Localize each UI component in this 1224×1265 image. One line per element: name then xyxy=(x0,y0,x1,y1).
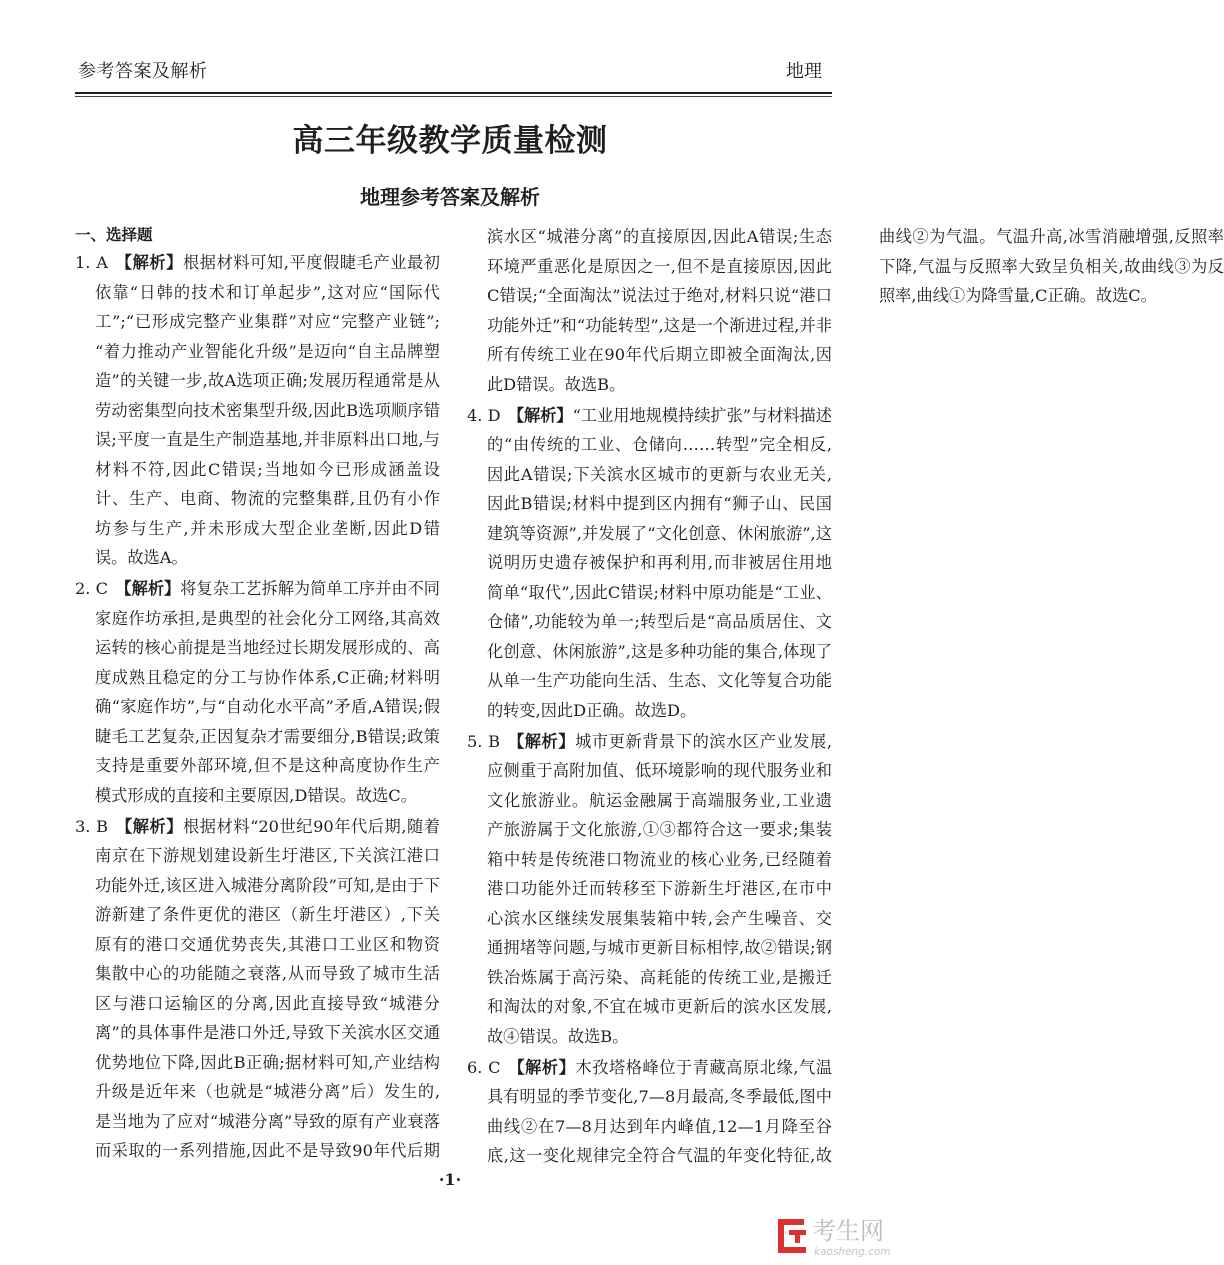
question-number: 4. D xyxy=(467,405,501,425)
watermark-domain: kaosheng.com xyxy=(814,1246,891,1258)
running-header-subject: 地理 xyxy=(786,61,822,82)
page-number: ·1· xyxy=(438,1170,462,1189)
question-5-explanation xyxy=(467,727,832,1052)
watermark-brand: 考生网 xyxy=(812,1217,884,1245)
question-4-explanation xyxy=(467,401,832,726)
explanation-text: “工业用地规模持续扩张”与材料描述的“由传统的工业、仓储向……转型”完全相反,因此A错误;下关滨水区城市的更新与农业无关,因此B错误;材料中提到区内拥有“狮子山、民国建筑等资源”,并发展了“文化创意、休闲旅游”,这说明历史遗存被保护和再利用,而非被居住用地简单“取代”,因此C错误;材料中原功能是“工业、仓储”,功能较为单一;转型后是“高品质居住、文化创意、休闲旅游”,这是多种功能的集合,体现了从单一生产功能向生活、生态、文化等复合功能的转变,因此D正确。故选D。 xyxy=(487,405,832,720)
explanation-tag: 【解析】 xyxy=(507,405,573,425)
document-subtitle: 地理参考答案及解析 xyxy=(360,185,540,209)
explanation-tag: 【解析】 xyxy=(115,816,184,836)
explanation-tag: 【解析】 xyxy=(115,253,183,272)
explanation-tag: 【解析】 xyxy=(115,579,181,598)
explanation-text: 城市更新背景下的滨水区产业发展,应侧重于高附加值、低环境影响的现代服务业和文化旅游业。航运金融属于高端服务业,工业遗产旅游属于文化旅游,①③都符合这一要求;集装箱中转是传统港口物流业的核心业务,已经随着港口功能外迁而转移至下游新生圩港区,在市中心滨水区继续发展集装箱中转,会产生噪音、交通拥堵等问题,与城市更新目标相悖,故②错误;钢铁冶炼属于高污染、高耗能的传统工业,是搬迁和淘汰的对象,不宜在城市更新后的滨水区发展,故④错误。故选B。 xyxy=(487,731,832,1046)
running-header-left: 参考答案及解析 xyxy=(78,61,208,82)
explanation-text: 将复杂工艺拆解为简单工序并由不同家庭作坊承担,是典型的社会化分工网络,其高效运转的核心前提是当地经过长期发展形成的、高度成熟且稳定的分工与协作体系,C正确;材料明确“家庭作坊”,与“自动化水平高”矛盾,A错误;假睫毛工艺复杂,正因复杂才需要细分,B错误;政策支持是重要外部环境,但不是这种高度协作生产模式形成的直接和主要原因,D错误。故选C。 xyxy=(95,579,440,805)
header-rule-thin xyxy=(75,96,832,97)
kaosheng-logo-icon xyxy=(778,1219,806,1253)
question-number: 3. B xyxy=(75,816,109,836)
explanation-tag: 【解析】 xyxy=(507,731,576,751)
explanation-tag: 【解析】 xyxy=(507,1057,576,1077)
explanation-text: 木孜塔格峰位于青藏高原北缘,气温具有明显的季节变化,7—8月最高,冬季最低,图中曲线②在7—8月达到年内峰值,12—1月降至谷底,这一变化规律完全符合气温的年变化特征,故曲线②为气温。气温升高,冰雪消融增强,反照率下降,气温与反照率大致呈负相关,故曲线③为反照率,曲线①为降雪量,C正确。故选C。 xyxy=(487,227,1224,1165)
question-number: 5. B xyxy=(467,731,501,751)
explanation-text: 根据材料可知,平度假睫毛产业最初依靠“日韩的技术和订单起步”,这对应“国际代工”;“已形成完整产业集群”对应“完整产业链”;“着力推动产业智能化升级”是迈向“自主品牌塑造”的关键一步,故A选项正确;发展历程通常是从劳动密集型向技术密集型升级,因此B选项顺序错误;平度一直是生产制造基地,并非原料出口地,与材料不符,因此C错误;当地如今已形成涵盖设计、生产、电商、物流的完整集群,且仍有小作坊参与生产,并未形成大型企业垄断,因此D错误。故选A。 xyxy=(95,253,440,567)
question-2-explanation xyxy=(75,574,440,810)
question-1-explanation xyxy=(75,248,440,573)
explanation-text: 根据材料“20世纪90年代后期,随着南京在下游规划建设新生圩港区,下关滨江港口功能外迁,该区进入城港分离阶段”可知,是由于下游新建了条件更优的港区（新生圩港区）,下关原有的港口交通优势丧失,其港口工业区和物资集散中心的功能随之衰落,从而导致了城市生活区与港口运输区的分离,因此直接导致“城港分离”的具体事件是港口外迁,导致下关滨水区交通优势地位下降,因此B正确;据材料可知,产业结构升级是近年来（也就是“城港分离”后）发生的,是当地为了应对“城港分离”导致的原有产业衰落而采取的一系列措施,因此不是导致90年代后期滨水区“城港分离”的直接原因,因此A错误;生态环境严重恶化是原因之一,但不是直接原因,因此C错误;“全面淘汰”说法过于绝对,材料只说“港口功能外迁”和“功能转型”,这是一个渐进过程,并非所有传统工业在90年代后期立即被全面淘汰,因此D错误。故选B。 xyxy=(95,227,832,1160)
question-number: 6. C xyxy=(467,1057,501,1077)
section-heading: 一、选择题 xyxy=(75,226,153,244)
kaosheng-watermark xyxy=(778,1216,890,1260)
question-number: 2. C xyxy=(75,579,109,598)
header-rule-thick xyxy=(75,92,832,94)
question-number: 1. A xyxy=(75,253,108,272)
answer-columns xyxy=(75,222,1224,1177)
document-title: 高三年级教学质量检测 xyxy=(292,123,608,159)
